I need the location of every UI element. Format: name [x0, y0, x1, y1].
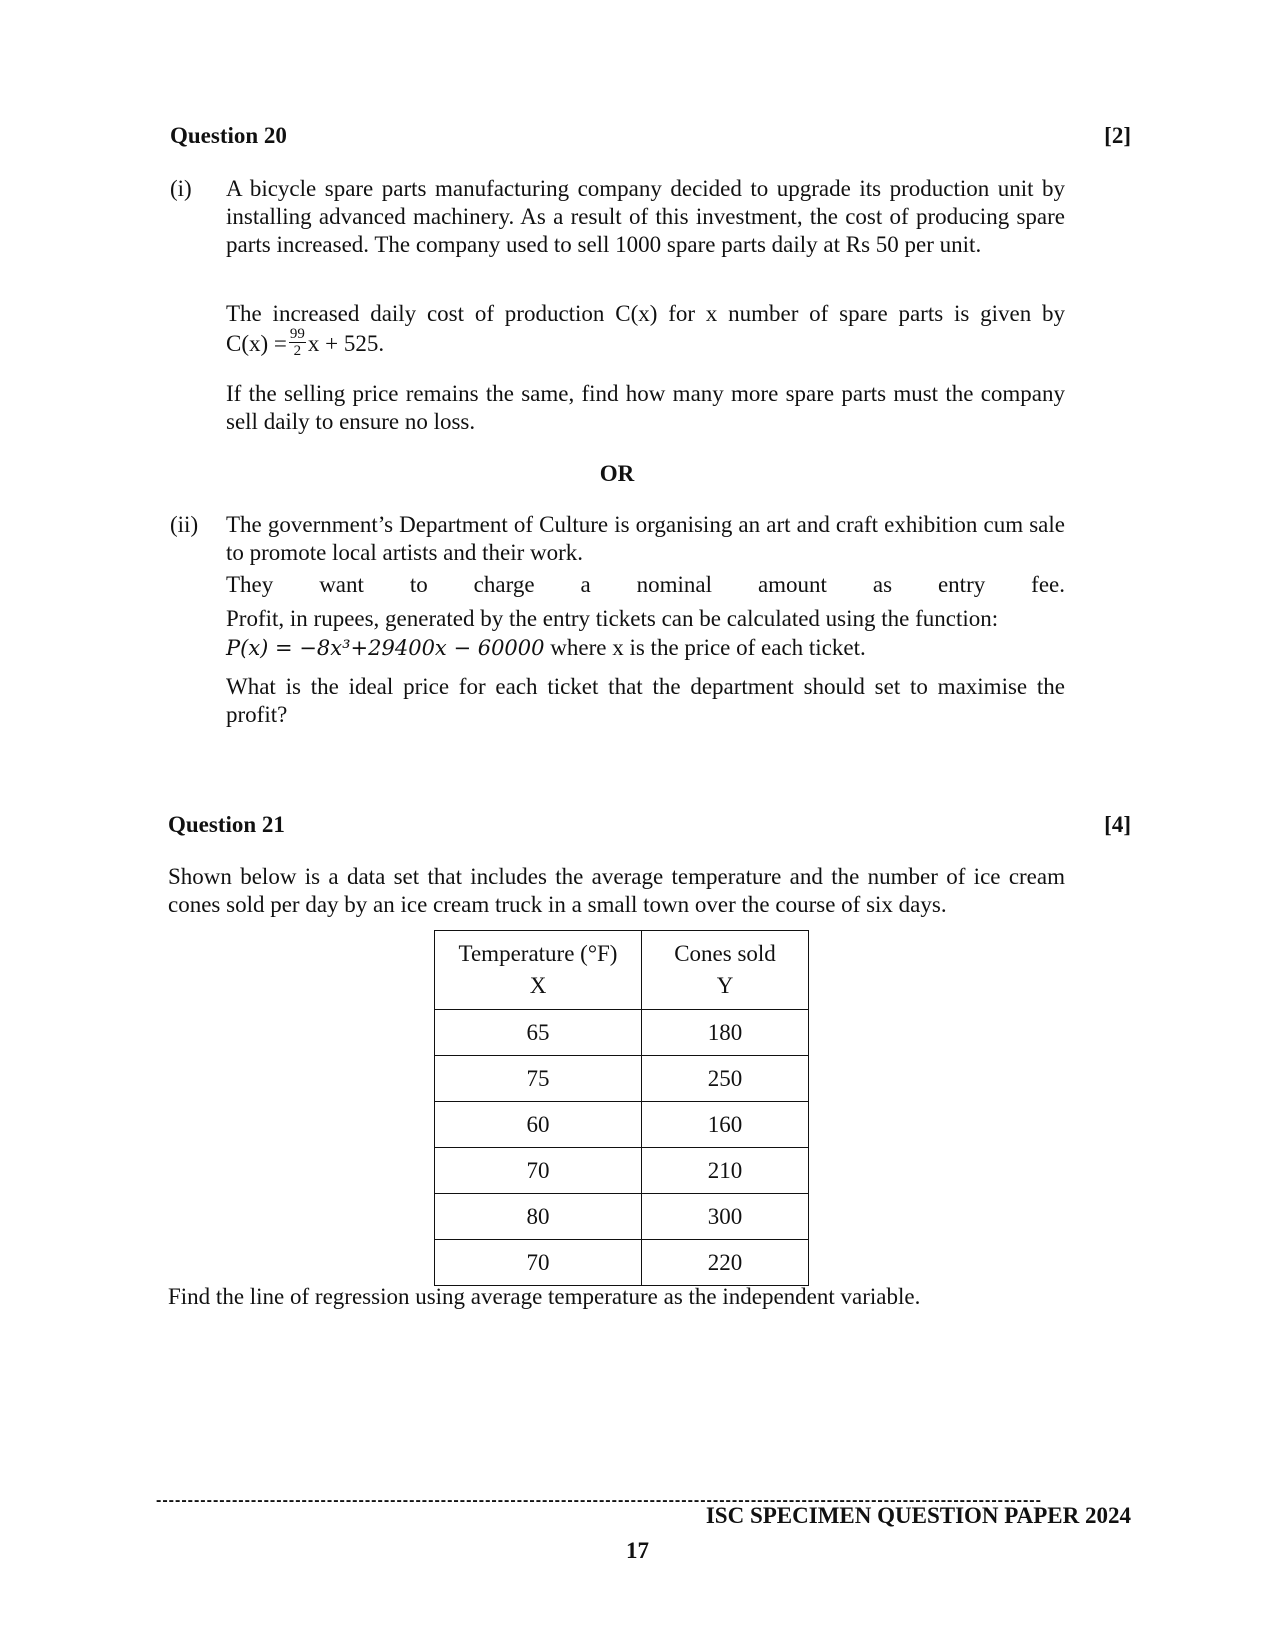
question-21-title: Question 21 — [168, 812, 285, 837]
table-row — [435, 1194, 809, 1240]
temperature-cell: 75 — [435, 1056, 642, 1102]
question-20-title: Question 20 — [170, 123, 287, 148]
or-separator: OR — [599, 461, 635, 486]
fraction-denominator: 2 — [293, 343, 302, 359]
temperature-cell: 70 — [435, 1148, 642, 1194]
temperature-cell: 65 — [435, 1010, 642, 1056]
profit-function: P(x) = −8x³+29400x − 60000 — [226, 636, 545, 660]
table-header-row — [435, 931, 809, 1010]
table-row — [435, 1102, 809, 1148]
cones-header-symbol: Y — [716, 973, 734, 998]
cones-header-label: Cones sold — [674, 941, 776, 966]
cones-cell: 160 — [642, 1102, 809, 1148]
part-i-paragraph-2: The increased daily cost of production C(x) for x number of spare parts is given by — [226, 301, 1065, 326]
cones-cell: 220 — [642, 1240, 809, 1286]
question-21-task: Find the line of regression using average temperature as the independent variable. — [168, 1284, 921, 1309]
part-ii-paragraph-3: Profit, in rupees, generated by the entry tickets can be calculated using the function: — [226, 606, 999, 631]
cost-formula-fraction — [289, 326, 306, 359]
temperature-header-symbol: X — [529, 973, 547, 998]
temperature-cell: 70 — [435, 1240, 642, 1286]
temperature-cones-table — [434, 930, 809, 1286]
cones-cell: 300 — [642, 1194, 809, 1240]
part-ii-label: (ii) — [170, 512, 199, 537]
profit-function-suffix: where x is the price of each ticket. — [544, 635, 866, 660]
page-number: 17 — [626, 1538, 649, 1563]
temperature-header — [435, 931, 642, 1010]
table-row — [435, 1148, 809, 1194]
question-20-marks: [2] — [1104, 123, 1131, 148]
part-i-paragraph-3: If the selling price remains the same, find how many more spare parts must the company sell daily to ensure no loss. — [226, 381, 1065, 434]
question-21-marks: [4] — [1104, 812, 1131, 837]
cones-cell: 180 — [642, 1010, 809, 1056]
cones-cell: 250 — [642, 1056, 809, 1102]
question-21-intro: Shown below is a data set that includes the average temperature and the number of ice cream cones sold per day by an ice cream truck in a small town over the course of six days. — [168, 864, 1065, 917]
cost-formula — [226, 326, 385, 362]
table-row — [435, 1056, 809, 1102]
table-row — [435, 1010, 809, 1056]
profit-function-line — [226, 634, 866, 662]
cost-formula-suffix: x + 525. — [307, 330, 385, 356]
cost-formula-prefix: C(x) = — [226, 330, 287, 356]
footer-divider: -------------------------------------------------------------------------------------------------------------------------------------------- — [156, 1492, 1042, 1509]
paper-title: ISC SPECIMEN QUESTION PAPER 2024 — [705, 1503, 1131, 1528]
temperature-header-label: Temperature (°F) — [458, 941, 618, 966]
part-ii-paragraph-1: The government’s Department of Culture is organising an art and craft exhibition cum sale to promote local artists and their work. — [226, 512, 1065, 565]
table-row — [435, 1240, 809, 1286]
cones-cell: 210 — [642, 1148, 809, 1194]
part-ii-paragraph-2: They want to charge a nominal amount as entry fee. — [226, 572, 1065, 597]
part-ii-paragraph-4: What is the ideal price for each ticket that the department should set to maximise the profit? — [226, 674, 1065, 727]
cones-header — [642, 931, 809, 1010]
part-i-label: (i) — [170, 176, 192, 201]
part-i-paragraph-1: A bicycle spare parts manufacturing company decided to upgrade its production unit by installing advanced machinery. As a result of this investment, the cost of producing spare parts increased. The company used to sell 1000 spare parts daily at Rs 50 per unit. — [226, 176, 1065, 257]
fraction-numerator: 99 — [289, 326, 305, 342]
temperature-cell: 60 — [435, 1102, 642, 1148]
temperature-cell: 80 — [435, 1194, 642, 1240]
